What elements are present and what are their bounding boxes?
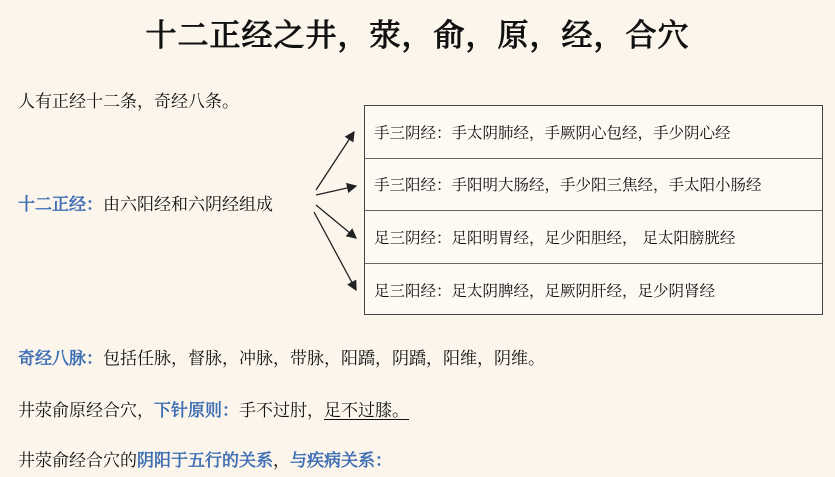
arrow-to-row-4 [314, 212, 356, 290]
zhengjing-label: 十二正经： [18, 195, 103, 215]
arrow-to-row-3 [316, 205, 356, 238]
qijing-label: 奇经八脉： [18, 349, 103, 369]
table-row-text: 足三阴经：足阳明胃经，足少阳胆经， 足太阳膀胱经 [374, 228, 736, 247]
relation-prefix: 井荥俞经合穴的 [18, 451, 137, 471]
relation-line [18, 446, 392, 471]
table-row-text: 手三阴经：手太阴肺经，手厥阴心包经，手少阴心经 [374, 123, 731, 142]
arrow-to-row-2 [316, 186, 356, 195]
relation-highlight-b: 与疾病关系： [290, 451, 392, 471]
intro-text: 人有正经十二条，奇经八条。 [18, 92, 239, 112]
meridian-table [364, 105, 823, 315]
table-row [365, 159, 822, 212]
table-row [365, 264, 822, 317]
arrow-to-row-1 [316, 132, 354, 190]
table-row [365, 106, 822, 159]
principle-text-a: 手不过肘， [239, 401, 324, 421]
principle-line [18, 396, 409, 421]
principle-text-b: 足不过膝。 [324, 401, 409, 421]
page-title: 十二正经之井，荥，俞，原，经，合穴 [145, 18, 690, 54]
relation-comma: ， [273, 451, 290, 471]
table-row-text: 足三阳经：足太阴脾经，足厥阴肝经，足少阴肾经 [374, 281, 716, 300]
zhengjing-text: 由六阳经和六阴经组成 [103, 195, 273, 215]
principle-label: 下针原则： [154, 401, 239, 421]
qijing-line [18, 344, 545, 369]
table-row-text: 手三阳经：手阳明大肠经，手少阳三焦经，手太阳小肠经 [374, 176, 762, 195]
relation-highlight-a: 阴阳于五行的关系 [137, 451, 273, 471]
principle-prefix: 井荥俞原经合穴， [18, 401, 154, 421]
qijing-text: 包括任脉，督脉，冲脉，带脉，阳蹻，阴蹻，阳维，阴维。 [103, 349, 545, 369]
table-row [365, 211, 822, 264]
